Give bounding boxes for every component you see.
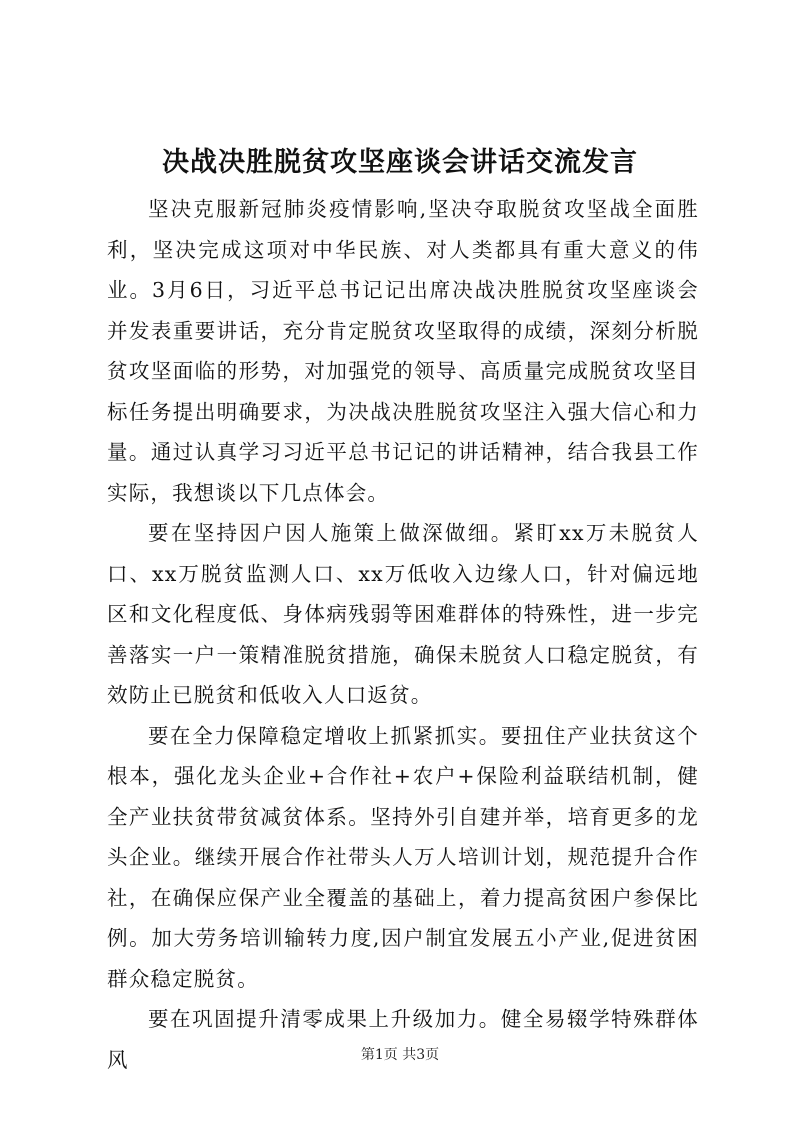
page-number-footer: 第1页 共3页 <box>360 1047 440 1063</box>
document-title: 决战决胜脱贫攻坚座谈会讲话交流发言 <box>162 147 638 178</box>
paragraph-income: 要在全力保障稳定增收上抓紧抓实。要扭住产业扶贫这个根本，强化龙头企业+合作社+农户+保险利益联结机制，健全产业扶贫带贫减贫体系。坚持外引自建并举，培育更多的龙头企业。继续开展合作社带头人万人培训计划，规范提升合作社，在确保应保产业全覆盖的基础上，着力提高贫困户参保比例。加大劳务培训输转力度,因户制宜发展五小产业,促进贫困群众稳定脱贫。 <box>107 723 699 991</box>
paragraph-intro: 坚决克服新冠肺炎疫情影响,坚决夺取脱贫攻坚战全面胜利，坚决完成这项对中华民族、对人类都具有重大意义的伟业。3月6日，习近平总书记记出席决战决胜脱贫攻坚座谈会并发表重要讲话，充分肯定脱贫攻坚取得的成绩，深刻分析脱贫攻坚面临的形势，对加强党的领导、高质量完成脱贫攻坚目标任务提出明确要求，为决战决胜脱贫攻坚注入强大信心和力量。通过认真学习习近平总书记记的讲话精神，结合我县工作实际，我想谈以下几点体会。 <box>107 197 699 505</box>
paragraph-policy: 要在坚持因户因人施策上做深做细。紧盯xx万未脱贫人口、xx万脱贫监测人口、xx万低收入边缘人口，针对偏远地区和文化程度低、身体病残弱等困难群体的特殊性，进一步完善落实一户一策精准脱贫措施，确保未脱贫人口稳定脱贫，有效防止已脱贫和低收入人口返贫。 <box>107 521 699 707</box>
document-body <box>107 189 699 1080</box>
paragraph-consolidate: 要在巩固提升清零成果上升级加力。健全易辍学特殊群体风 <box>107 1007 699 1072</box>
